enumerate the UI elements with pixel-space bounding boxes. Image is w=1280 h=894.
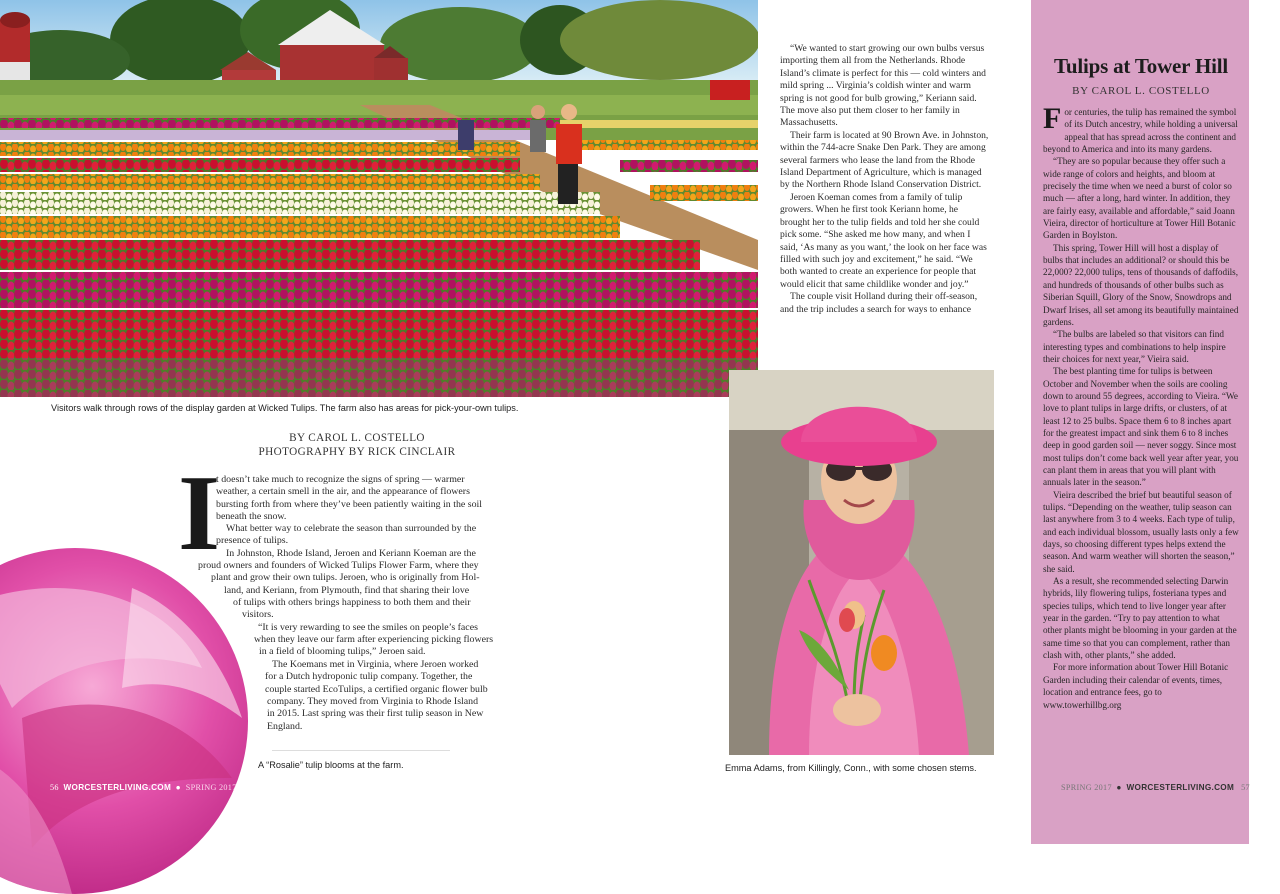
folio-right: SPRING 2017 ● WORCESTERLIVING.COM 57 <box>1061 783 1250 792</box>
text-line: proud owners and founders of Wicked Tulips Flower Farm, where they <box>198 560 479 571</box>
text-line: plant and grow their own tulips. Jeroen, who is originally from Hol- <box>211 572 480 583</box>
author-byline: BY CAROL L. COSTELLO <box>289 432 425 444</box>
text-line: The Koemans met in Virginia, where Jeroen worked <box>272 659 479 670</box>
paragraph: Jeroen Koeman comes from a family of tulip growers. When he first took Keriann home, he brought her to the tulip fields and told her she could pick some. “She asked me how many, and when I said, ‘As many as you want,’ the look on her face was filled with such joy and excitement,” he said. “We both wanted to create an experience for people that would elicit that same childlike wonder and joy.” <box>780 191 987 290</box>
portrait-photo-emma-adams <box>729 370 994 755</box>
text-line: in 2015. Last spring was their first tulip season in New <box>267 708 484 719</box>
paragraph: “They are so popular because they offer such a wide range of colors and heights, and bloom at precisely the time when we need a burst of color so much — after a long, hard winter. In addition, they are fairly easy, available and affordable,” said Joann Vieira, director of horticulture at Tower Hill Botanic Garden in Boylston. <box>1043 156 1236 241</box>
text-line: in a field of blooming tulips,” Jeroen said. <box>259 646 426 657</box>
paragraph: As a result, she recommended selecting Darwin hybrids, lily flowering tulips, fosteriana types and species tulips, which tend to live longer year after year in the garden. “Try to pay attention to what other plants might be blooming in your garden at the same time so that you can complement, rather than clash with, other plants,” she added. <box>1043 576 1237 661</box>
text-line: What better way to celebrate the season than surrounded by the <box>226 523 477 534</box>
sidebar-title: Tulips at Tower Hill <box>1054 54 1228 78</box>
hero-caption: Visitors walk through rows of the display garden at Wicked Tulips. The farm also has areas for pick-your-own tulips. <box>51 403 519 413</box>
portrait-caption: Emma Adams, from Killingly, Conn., with some chosen stems. <box>725 763 977 773</box>
page-number: 57 <box>1241 783 1250 792</box>
article-column-center <box>780 43 990 316</box>
paragraph: For more information about Tower Hill Botanic Garden including their calendar of events, times, location and entrance fees, go to www.towerhillbg.org <box>1043 662 1229 710</box>
text-line: of tulips with others brings happiness to both them and their <box>233 597 471 608</box>
text-line: weather, a certain smell in the air, and the appearance of flowers <box>216 486 470 497</box>
page-number: 56 <box>50 783 59 792</box>
folio-left: 56 WORCESTERLIVING.COM ● SPRING 2017 <box>50 783 237 792</box>
paragraph: For centuries, the tulip has remained the symbol of its Dutch ancestry, while holding a universal appeal that has spread across the continent and beyond to America and into its many gardens. <box>1043 102 1238 155</box>
photo-credit: PHOTOGRAPHY BY RICK CINCLAIR <box>258 445 456 458</box>
drop-cap: I <box>178 454 221 573</box>
sidebar-drop-cap: F <box>1043 102 1062 135</box>
divider <box>272 750 450 751</box>
paragraph: “We wanted to start growing our own bulbs versus importing them all from the Netherlands. Rhode Island’s climate is perfect for this — cold winters and mild spring ... Virginia’s coldish winter and warm spring is not good for bulb growing,” Keriann said. The move also put them closer to her family in Massachusetts. <box>780 43 986 129</box>
text-line: visitors. <box>242 609 274 620</box>
paragraph: The couple visit Holland during their off-season, and the trip includes a search for ways to enhance <box>780 291 978 315</box>
text-line: for a Dutch hydroponic tulip company. Together, the <box>265 671 473 682</box>
text-line: when they leave our farm after experiencing picking flowers <box>254 634 494 645</box>
paragraph: “The bulbs are labeled so that visitors can find interesting types and combinations to help inspire their choices for next year,” Vieira said. <box>1043 329 1226 364</box>
sidebar-tower-hill <box>1031 0 1249 844</box>
paragraph: This spring, Tower Hill will host a display of bulbs that includes an additional? or should this be 22,000? 22,000 tulips, tens of thousands of daffodils, and hundreds of thousands of other bulbs such as Siberian Squill, Glory of the Snow, Snowdrops and Dwarf Irises, all set among its beautifully maintained gardens. <box>1043 242 1239 327</box>
site-name: WORCESTERLIVING.COM <box>63 783 172 792</box>
text-line: England. <box>267 721 303 732</box>
circle-caption: A “Rosalie” tulip blooms at the farm. <box>258 760 404 770</box>
site-name: WORCESTERLIVING.COM <box>1126 783 1235 792</box>
paragraph: The best planting time for tulips is between October and November when the soils are cooling down to around 55 degrees, according to Vieira. “We love to plant tulips in large drifts, or clusters, of at least 12 to 25 bulbs. Space them 6 to 8 inches apart for the greatest impact and sink them 6 to 8 inches deep in good garden soil — never soggy. Since most most tulips don’t come back well year after year, you can plant them in areas that you will plant with annuals later in the season.” <box>1043 366 1239 488</box>
text-line: bursting forth from where they’ve been patiently waiting in the soil <box>216 499 483 510</box>
text-line: beneath the snow. <box>216 511 287 522</box>
paragraph: Their farm is located at 90 Brown Ave. in Johnston, within the 744-acre Snake Den Park. They are among several farmers who lease the land from the Rhode Island Department of Agriculture, which is managed by the Northern Rhode Island Conservation District. <box>780 129 989 191</box>
text-line: company. They moved from Virginia to Rhode Island <box>267 696 479 707</box>
text-line: t doesn’t take much to recognize the signs of spring — warmer <box>216 474 465 485</box>
text-line: couple started EcoTulips, a certified organic flower bulb <box>265 684 488 695</box>
issue-date: SPRING 2017 <box>1061 783 1112 792</box>
text-line: “It is very rewarding to see the smiles on people’s faces <box>258 622 478 633</box>
text-line: presence of tulips. <box>216 535 289 546</box>
text-line: land, and Keriann, from Plymouth, find that sharing their love <box>224 585 470 596</box>
sidebar-body <box>1043 102 1239 711</box>
paragraph: Vieira described the brief but beautiful season of tulips. “Depending on the weather, tulip season can last anywhere from 3 to 4 weeks. Each type of tulip, and each individual blossom, usually lasts only a few days, so choosing different types helps extend the season. And warm weather will shorten the season,” she said. <box>1043 489 1239 574</box>
sidebar-byline: BY CAROL L. COSTELLO <box>1072 85 1210 97</box>
issue-date: SPRING 2017 <box>185 783 237 792</box>
text-line: In Johnston, Rhode Island, Jeroen and Keriann Koeman are the <box>226 548 476 559</box>
